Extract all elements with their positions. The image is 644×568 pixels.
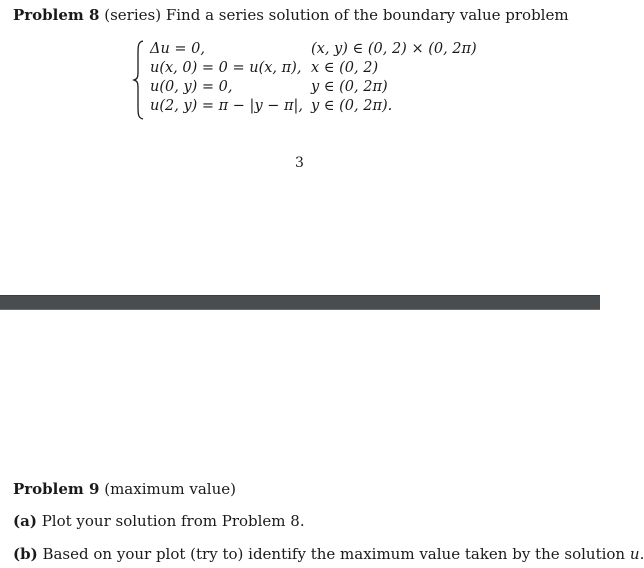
part-b-label: (b) [13, 545, 38, 563]
eq-2-right: x ∈ (0, 2) [311, 60, 379, 76]
part-b-end: . [639, 545, 644, 563]
page-top [0, 0, 600, 295]
problem-8-label: Problem 8 [13, 6, 100, 24]
problem-8-text: Find a series solution of the boundary value problem [165, 6, 569, 24]
problem-9-part-b [13, 545, 644, 563]
eq-4-left: u(2, y) = π − |y − π|, [150, 98, 304, 114]
page-number: 3 [295, 155, 304, 171]
problem-9-label: Problem 9 [13, 480, 100, 498]
eq-3-left: u(0, y) = 0, [150, 79, 233, 95]
eq-4-right: y ∈ (0, 2π). [311, 98, 393, 114]
problem-9-heading [13, 480, 236, 498]
part-b-variable: u [629, 545, 640, 563]
part-b-text: Based on your plot (try to) identify the maximum value taken by the solution [42, 545, 626, 563]
part-a-label: (a) [13, 512, 37, 530]
eq-2-left: u(x, 0) = 0 = u(x, π), [150, 60, 302, 76]
problem-9-part-a [13, 512, 305, 530]
problem-8-tag: (series) [104, 6, 162, 24]
page-separator [0, 295, 600, 310]
eq-1-right: (x, y) ∈ (0, 2) × (0, 2π) [311, 41, 477, 57]
part-a-text: Plot your solution from Problem 8. [41, 512, 305, 530]
problem-8-heading [13, 6, 569, 24]
left-brace-icon [133, 40, 145, 120]
problem-9-tag: (maximum value) [104, 480, 236, 498]
eq-1-left: Δu = 0, [150, 41, 206, 57]
eq-3-right: y ∈ (0, 2π) [311, 79, 388, 95]
